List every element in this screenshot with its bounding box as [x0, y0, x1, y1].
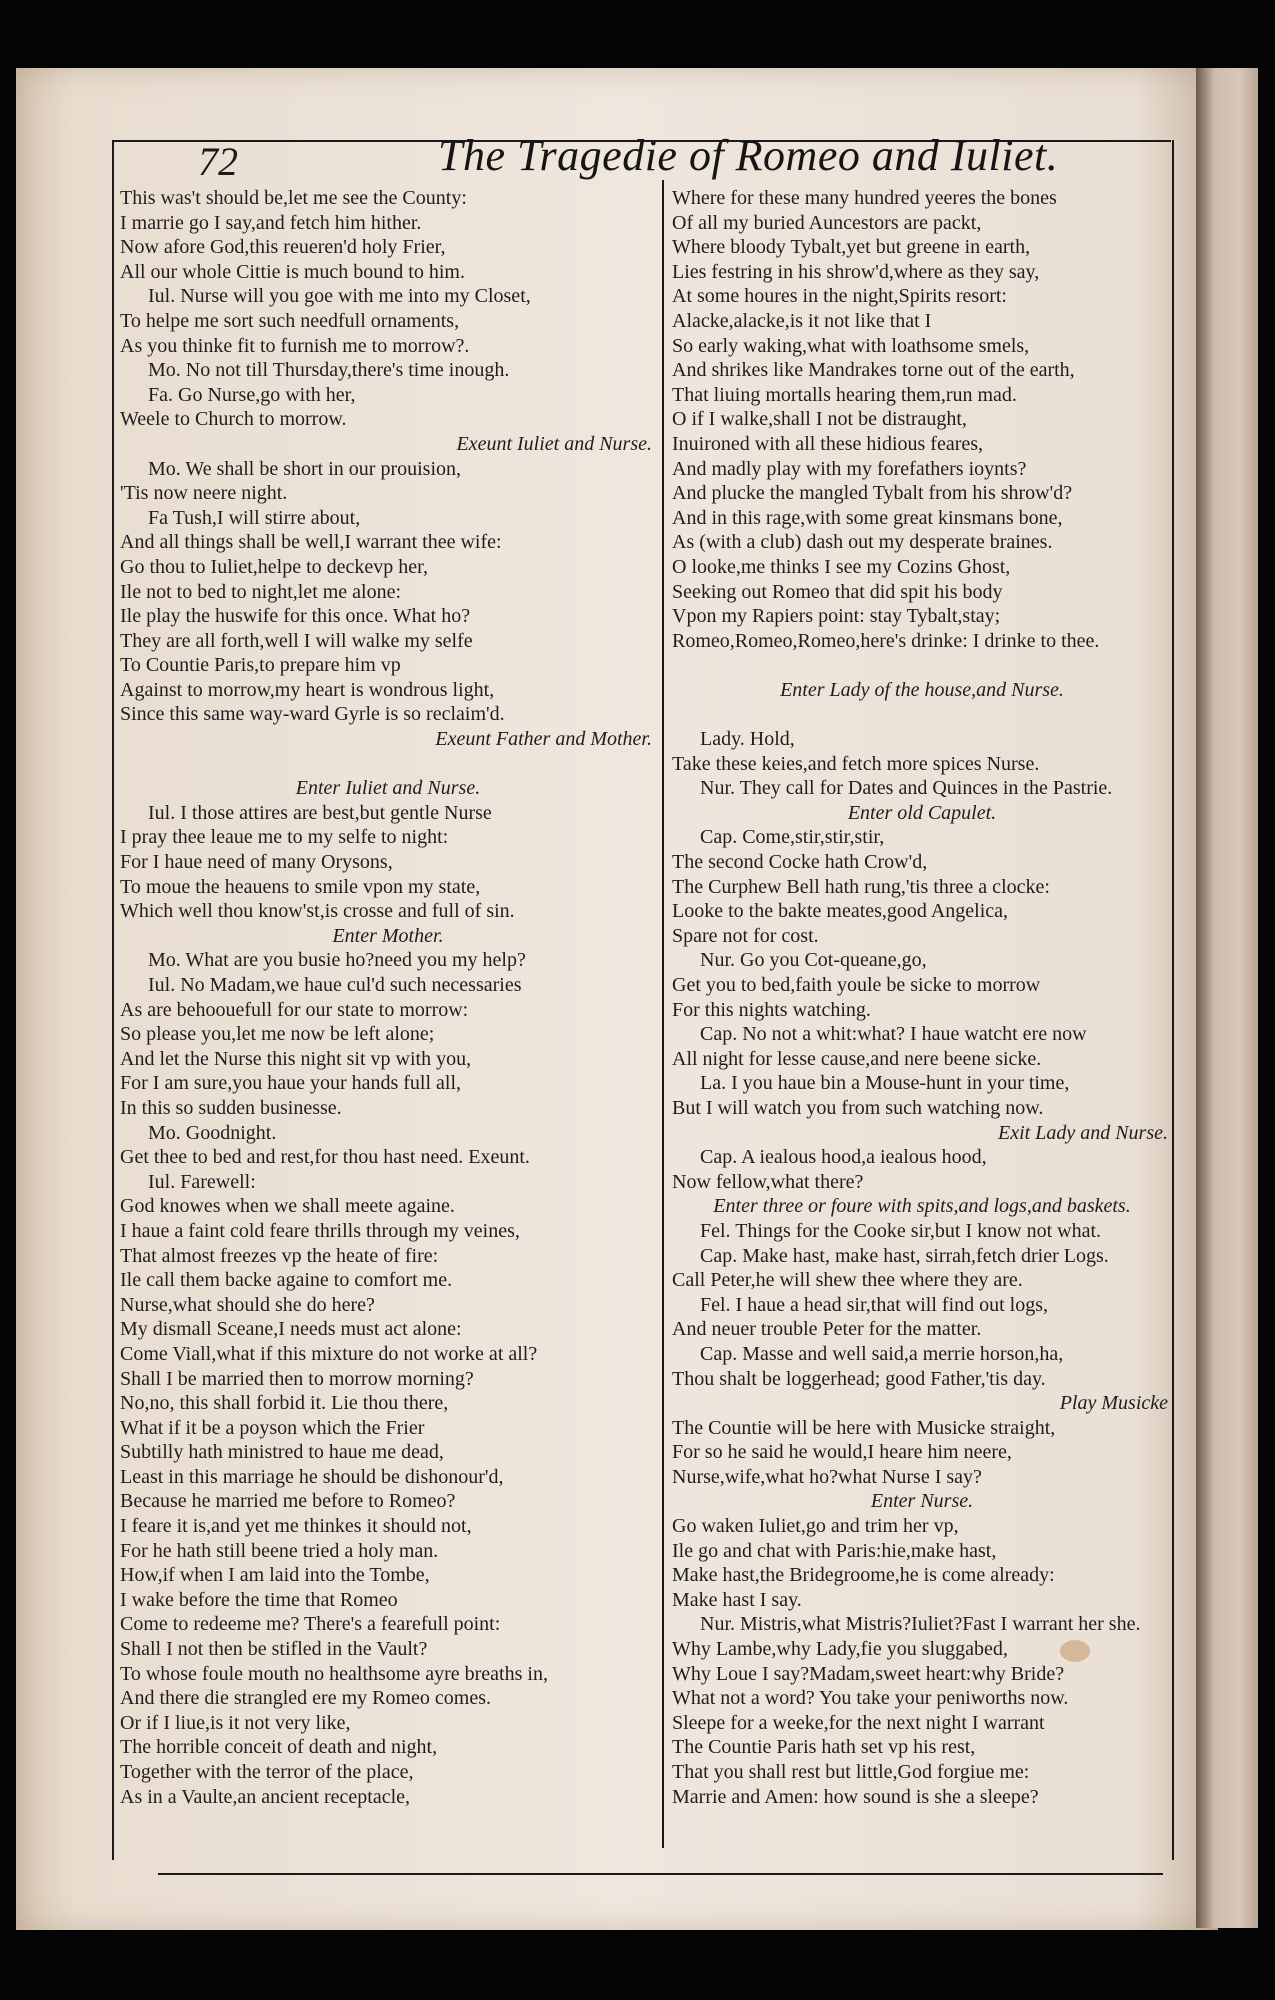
text-line: As in a Vaulte,an ancient receptacle,	[120, 1785, 411, 1808]
text-line: This was't should be,let me see the County:	[120, 187, 467, 209]
text-line: To Countie Paris,to prepare him vp	[120, 654, 401, 677]
text-line: Inuironed with all these hidious feares,	[672, 432, 984, 455]
text-line: For I am sure,you haue your hands full all,	[120, 1072, 462, 1095]
text-line: And neuer trouble Peter for the matter.	[672, 1318, 982, 1341]
text-line: God knowes when we shall meete againe.	[120, 1195, 455, 1218]
text-line: The Countie will be here with Musicke straight,	[672, 1416, 1056, 1439]
text-line: Iul. Farewell:	[148, 1170, 256, 1193]
text-line: Shall I not then be stifled in the Vault?	[120, 1638, 428, 1661]
text-line: And madly play with my forefathers ioynts?	[672, 457, 1027, 480]
text-line: Of all my buried Auncestors are packt,	[672, 211, 982, 234]
text-line: In this so sudden businesse.	[120, 1096, 342, 1119]
text-line: So early waking,what with loathsome smels,	[672, 334, 1030, 357]
text-line: Why Lambe,why Lady,fie you sluggabed,	[672, 1638, 1008, 1661]
text-line: And plucke the mangled Tybalt from his shrow'd?	[672, 482, 1073, 505]
text-line: Call Peter,he will shew thee where they are.	[672, 1269, 1023, 1292]
stage-direction: Exeunt Father and Mother.	[435, 728, 652, 751]
text-line: Iul. Nurse will you goe with me into my Closet,	[148, 285, 531, 308]
text-line: Mo. What are you busie ho?need you my help?	[148, 949, 526, 972]
text-line: O looke,me thinks I see my Cozins Ghost,	[672, 555, 1011, 578]
text-line: And let the Nurse this night sit vp with you,	[120, 1047, 472, 1070]
text-line: Sleepe for a weeke,for the next night I warrant	[672, 1711, 1045, 1734]
text-line: Since this same way-ward Gyrle is so reclaim'd.	[120, 703, 505, 726]
text-line: Make hast I say.	[672, 1588, 802, 1611]
text-line: Alacke,alacke,is it not like that I	[672, 309, 932, 332]
right-margin-rule	[1172, 140, 1174, 1860]
text-line: Lady. Hold,	[700, 728, 795, 751]
text-line: At some houres in the night,Spirits resort:	[672, 285, 1007, 308]
text-line: Ile not to bed to night,let me alone:	[120, 580, 402, 603]
text-line: What if it be a poyson which the Frier	[120, 1416, 425, 1439]
text-line: For he hath still beene tried a holy man.	[120, 1539, 439, 1562]
text-line: Nurse,what should she do here?	[120, 1293, 375, 1316]
text-line: Iul. No Madam,we haue cul'd such necessaries	[148, 974, 522, 996]
text-line: Least in this marriage he should be dishonour'd,	[120, 1465, 504, 1488]
text-line: Ile go and chat with Paris:hie,make hast,	[672, 1539, 997, 1562]
text-line: I feare it is,and yet me thinkes it should not,	[120, 1515, 472, 1538]
stage-direction: Play Musicke	[1059, 1392, 1168, 1415]
text-line: As are behoouefull for our state to morrow:	[120, 998, 469, 1021]
text-line: For so he said he would,I heare him neere,	[672, 1441, 1012, 1464]
running-title: The Tragedie of Romeo and Iuliet.	[438, 131, 1059, 180]
text-line: Cap. Come,stir,stir,stir,	[700, 826, 885, 849]
text-line: Against to morrow,my heart is wondrous light,	[120, 678, 495, 701]
text-line: Or if I liue,is it not very like,	[120, 1711, 351, 1734]
text-line: And in this rage,with some great kinsmans bone,	[672, 506, 1063, 529]
text-line: Seeking out Romeo that did spit his body	[672, 580, 1003, 603]
text-line: Fel. Things for the Cooke sir,but I know not what.	[700, 1219, 1102, 1242]
text-line: The Curphew Bell hath rung,'tis three a clocke:	[672, 875, 1050, 898]
text-line: The Countie Paris hath set vp his rest,	[672, 1736, 976, 1759]
text-line: Nurse,wife,what ho?what Nurse I say?	[672, 1465, 982, 1488]
text-line: Subtilly hath ministred to haue me dead,	[120, 1441, 444, 1464]
text-line: Nur. They call for Dates and Quinces in the Pastrie.	[700, 777, 1113, 800]
text-line: And shrikes like Mandrakes torne out of the earth,	[672, 359, 1075, 382]
stage-direction: Enter Iuliet and Nurse.	[295, 777, 481, 800]
text-line: So please you,let me now be left alone;	[120, 1023, 435, 1046]
page-number: 72	[198, 139, 238, 184]
text-line: As (with a club) dash out my desperate braines.	[672, 531, 1053, 554]
text-line: Ile play the huswife for this once. What ho?	[120, 605, 471, 628]
text-line: Fa Tush,I will stirre about,	[148, 506, 361, 529]
text-line: Mo. No not till Thursday,there's time inough.	[148, 359, 510, 382]
text-line: Vpon my Rapiers point: stay Tybalt,stay;	[672, 605, 1001, 628]
stage-direction: Enter three or foure with spits,and logs,and baskets.	[713, 1195, 1131, 1218]
text-line: Nur. Go you Cot-queane,go,	[700, 949, 927, 972]
text-line: Cap. No not a whit:what? I haue watcht ere now	[700, 1023, 1087, 1046]
text-line: Come to redeeme me? There's a fearefull point:	[120, 1613, 501, 1636]
text-line: The second Cocke hath Crow'd,	[672, 851, 928, 874]
text-line: Because he married me before to Romeo?	[120, 1490, 456, 1513]
text-line: Weele to Church to morrow.	[120, 408, 347, 431]
text-line: That almost freezes vp the heate of fire:	[120, 1244, 439, 1267]
text-line: Mo. Goodnight.	[148, 1121, 277, 1144]
column-divider	[662, 180, 664, 1848]
text-line: Marrie and Amen: how sound is she a sleepe?	[672, 1785, 1039, 1808]
text-line: Lies festring in his shrow'd,where as they say,	[672, 260, 1040, 283]
text-line: Come Viall,what if this mixture do not worke at all?	[120, 1342, 538, 1365]
text-line: Together with the terror of the place,	[120, 1761, 414, 1783]
text-line: Iul. I those attires are best,but gentle Nurse	[148, 801, 492, 824]
text-line: Get you to bed,faith youle be sicke to morrow	[672, 974, 1041, 996]
stage-direction: Enter Mother.	[332, 924, 444, 947]
text-line: What not a word? You take your peniworths now.	[672, 1687, 1069, 1710]
text-line: Which well thou know'st,is crosse and full of sin.	[120, 900, 515, 923]
text-line: Fel. I haue a head sir,that will find out logs,	[700, 1293, 1049, 1316]
text-line: As you thinke fit to furnish me to morrow?.	[120, 334, 470, 357]
footer-rule	[158, 1873, 1163, 1875]
right-text-column	[672, 186, 1172, 1809]
text-line: I pray thee leaue me to my selfe to night:	[120, 826, 449, 849]
text-line: That liuing mortalls hearing them,run mad.	[672, 383, 1017, 406]
text-line: Mo. We shall be short in our prouision,	[148, 457, 461, 480]
text-line: Now afore God,this reueren'd holy Frier,	[120, 236, 446, 259]
text-line: Spare not for cost.	[672, 924, 819, 947]
line-gap	[672, 702, 1172, 727]
text-line: Cap. Make hast, make hast, sirrah,fetch drier Logs.	[700, 1244, 1109, 1267]
stage-direction: Enter Nurse.	[870, 1490, 974, 1513]
left-text-column	[120, 186, 656, 1809]
line-gap	[120, 752, 656, 777]
text-line: Go waken Iuliet,go and trim her vp,	[672, 1515, 959, 1538]
text-line: Looke to the bakte meates,good Angelica,	[672, 900, 1009, 923]
text-line: Take these keies,and fetch more spices Nurse.	[672, 752, 1040, 775]
text-line: They are all forth,well I will walke my selfe	[120, 629, 473, 652]
text-line: O if I walke,shall I not be distraught,	[672, 408, 967, 431]
text-line: How,if when I am laid into the Tombe,	[120, 1564, 430, 1587]
text-line: Shall I be married then to morrow morning?	[120, 1367, 474, 1390]
text-line: I marrie go I say,and fetch him hither.	[120, 211, 422, 234]
text-line: Where bloody Tybalt,yet but greene in earth,	[672, 236, 1031, 259]
text-line: Now fellow,what there?	[672, 1170, 864, 1193]
page-stain	[1060, 1640, 1090, 1662]
text-line: For this nights watching.	[672, 998, 871, 1021]
text-line: 'Tis now neere night.	[120, 482, 288, 505]
text-line: For I haue need of many Orysons,	[120, 851, 393, 874]
text-line: Thou shalt be loggerhead; good Father,'tis day.	[672, 1367, 1046, 1390]
text-line: That you shall rest but little,God forgiue me:	[672, 1761, 1030, 1783]
text-line: To helpe me sort such needfull ornaments,	[120, 309, 460, 332]
text-line: Why Loue I say?Madam,sweet heart:why Bride?	[672, 1662, 1065, 1685]
text-line: All our whole Cittie is much bound to him.	[120, 260, 465, 283]
stage-direction: Enter Lady of the house,and Nurse.	[780, 678, 1064, 701]
text-line: I wake before the time that Romeo	[120, 1588, 398, 1611]
text-line: No,no, this shall forbid it. Lie thou there,	[120, 1392, 449, 1415]
text-line: Go thou to Iuliet,helpe to deckevp her,	[120, 555, 428, 578]
text-line: La. I you haue bin a Mouse-hunt in your time,	[700, 1072, 1070, 1095]
text-line: Nur. Mistris,what Mistris?Iuliet?Fast I warrant her she.	[700, 1613, 1141, 1636]
text-line: Get thee to bed and rest,for thou hast need. Exeunt.	[120, 1146, 530, 1169]
text-line: And all things shall be well,I warrant thee wife:	[120, 531, 502, 554]
text-line: Where for these many hundred yeeres the bones	[672, 187, 1057, 209]
text-line: And there die strangled ere my Romeo comes.	[120, 1687, 491, 1710]
text-line: I haue a faint cold feare thrills through my veines,	[120, 1219, 520, 1242]
text-line: Romeo,Romeo,Romeo,here's drinke: I drinke to thee.	[672, 629, 1100, 652]
text-line: Cap. Masse and well said,a merrie horson,ha,	[700, 1342, 1064, 1365]
text-line: To moue the heauens to smile vpon my state,	[120, 875, 481, 898]
stage-direction: Enter old Capulet.	[847, 801, 997, 824]
text-line: Ile call them backe againe to comfort me.	[120, 1269, 453, 1292]
text-line: To whose foule mouth no healthsome ayre breaths in,	[120, 1662, 548, 1685]
text-line: All night for lesse cause,and nere beene sicke.	[672, 1047, 1042, 1070]
text-line: The horrible conceit of death and night,	[120, 1736, 438, 1759]
stage-direction: Exit Lady and Nurse.	[998, 1121, 1168, 1144]
text-line: Fa. Go Nurse,go with her,	[148, 383, 356, 406]
stage-direction: Exeunt Iuliet and Nurse.	[456, 432, 652, 455]
text-line: But I will watch you from such watching now.	[672, 1096, 1044, 1119]
text-line: Cap. A iealous hood,a iealous hood,	[700, 1146, 987, 1169]
line-gap	[672, 653, 1172, 678]
text-line: Make hast,the Bridegroome,he is come already:	[672, 1564, 1055, 1587]
page-edge	[1196, 68, 1258, 1928]
left-margin-rule	[112, 140, 114, 1860]
text-line: My dismall Sceane,I needs must act alone:	[120, 1318, 462, 1341]
